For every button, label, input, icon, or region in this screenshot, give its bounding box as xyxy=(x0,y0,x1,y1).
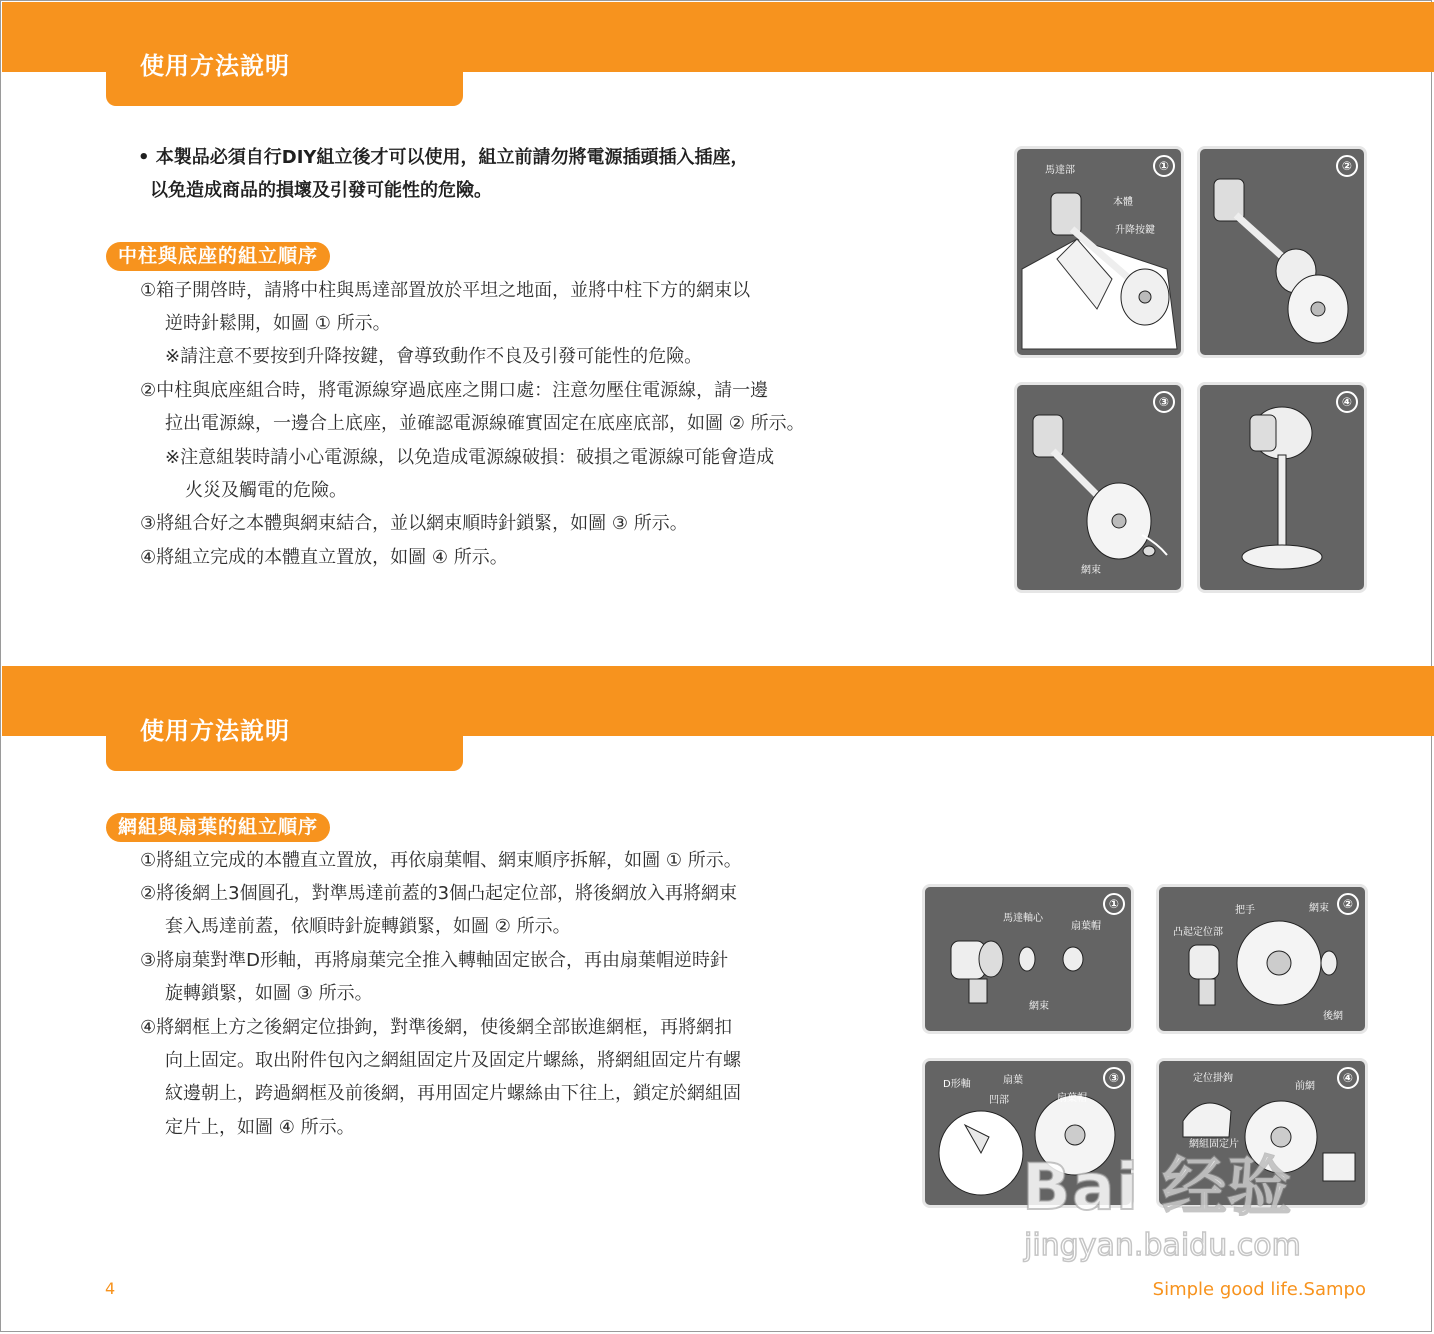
figure-number: ④ xyxy=(1337,1067,1359,1089)
figure-number: ① xyxy=(1103,893,1125,915)
step-line: 套入馬達前蓋，依順時針旋轉鎖緊，如圖 ② 所示。 xyxy=(165,916,571,937)
callout-label: 本體 xyxy=(1113,197,1133,208)
callout-label: 扇葉帽 xyxy=(1057,1093,1087,1104)
step-line: ①箱子開啓時，請將中柱與馬達部置放於平坦之地面，並將中柱下方的網束以 xyxy=(140,280,751,301)
figure-1-bottom xyxy=(922,884,1134,1034)
callout-label: 網束 xyxy=(1309,903,1329,914)
watermark-brand: Bai 经验 xyxy=(1022,1151,1293,1225)
figure-number: ② xyxy=(1337,893,1359,915)
intro-line-1: • 本製品必須自行DIY組立後才可以使用，組立前請勿將電源插頭插入插座， xyxy=(138,147,749,168)
figure-3-top xyxy=(1014,382,1184,593)
figure-2-top xyxy=(1197,146,1367,358)
section-title-top: 使用方法說明 xyxy=(140,52,290,80)
note-line: ※請注意不要按到升降按鍵，會導致動作不良及引發可能性的危險。 xyxy=(165,346,703,367)
callout-label: 網組固定片 xyxy=(1189,1139,1239,1150)
page-number: 4 xyxy=(105,1279,116,1298)
callout-label: 凸起定位部 xyxy=(1173,927,1223,938)
step-line: ②中柱與底座組合時，將電源線穿過底座之開口處：注意勿壓住電源線，請一邊 xyxy=(140,380,769,401)
callout-label: 後網 xyxy=(1323,1011,1343,1022)
watermark-url: jingyan.baidu.com xyxy=(1024,1228,1301,1263)
callout-label: 網束 xyxy=(1081,565,1101,576)
callout-label: 前網 xyxy=(1295,1081,1315,1092)
subsection-pill-top: 中柱與底座的組立順序 xyxy=(106,242,330,271)
callout-label: 網束 xyxy=(1103,321,1123,332)
callout-label: 把手 xyxy=(1235,905,1255,916)
assembled-fan-illustration xyxy=(1200,385,1364,590)
note-line: ※注意組裝時請小心電源線，以免造成電源線破損：破損之電源線可能會造成 xyxy=(165,447,775,468)
step-line: ③將組合好之本體與網束結合，並以網束順時針鎖緊，如圖 ③ 所示。 xyxy=(140,513,688,534)
callout-label: 凹部 xyxy=(989,1095,1009,1106)
callout-label: D形軸 xyxy=(943,1079,971,1090)
fan-pole-illustration xyxy=(1017,149,1181,355)
figure-number: ④ xyxy=(1336,391,1358,413)
callout-label: 網束 xyxy=(1029,1001,1049,1012)
step-line: ②將後網上3個圓孔，對準馬達前蓋的3個凸起定位部，將後網放入再將網束 xyxy=(140,883,738,904)
step-line: 定片上，如圖 ④ 所示。 xyxy=(165,1117,355,1138)
note-line: 火災及觸電的危險。 xyxy=(185,480,347,501)
step-line: ④將網框上方之後網定位掛鉤，對準後網，使後網全部嵌進網框，再將網扣 xyxy=(140,1017,733,1038)
callout-label: 扇葉帽 xyxy=(1071,921,1101,932)
figure-number: ③ xyxy=(1153,391,1175,413)
step-line: 旋轉鎖緊，如圖 ③ 所示。 xyxy=(165,983,373,1004)
figure-4-top xyxy=(1197,382,1367,593)
callout-label: 升降按鍵 xyxy=(1115,225,1155,236)
subsection-pill-bottom: 網組與扇葉的組立順序 xyxy=(106,813,330,842)
section-title-bottom: 使用方法說明 xyxy=(140,717,290,745)
step-line: 紋邊朝上，跨過網框及前後網，再用固定片螺絲由下往上，鎖定於網組固 xyxy=(165,1083,741,1104)
callout-label: 馬達部 xyxy=(1045,165,1075,176)
step-line: ①將組立完成的本體直立置放，再依扇葉帽、網束順序拆解，如圖 ① 所示。 xyxy=(140,850,742,871)
figure-number: ② xyxy=(1336,155,1358,177)
figure-number: ① xyxy=(1153,155,1175,177)
step-line: 向上固定。取出附件包內之網組固定片及固定片螺絲，將網組固定片有螺 xyxy=(165,1050,741,1071)
step-line: ④將組立完成的本體直立置放，如圖 ④ 所示。 xyxy=(140,547,508,568)
step-line: 拉出電源線，一邊合上底座，並確認電源線確實固定在底座底部，如圖 ② 所示。 xyxy=(165,413,805,434)
callout-label: 扇葉 xyxy=(1003,1075,1023,1086)
brand-tagline: Simple good life.Sampo xyxy=(1152,1279,1366,1300)
callout-label: 定位掛鉤 xyxy=(1193,1073,1233,1084)
figure-2-bottom xyxy=(1156,884,1368,1034)
step-line: 逆時針鬆開，如圖 ① 所示。 xyxy=(165,313,391,334)
intro-line-2: 以免造成商品的損壞及引發可能性的危險。 xyxy=(150,180,492,201)
fan-pole-illustration xyxy=(1017,385,1181,590)
fan-pole-illustration xyxy=(1200,149,1364,355)
baidu-watermark xyxy=(1022,1128,1372,1278)
step-line: ③將扇葉對準D形軸，再將扇葉完全推入轉軸固定嵌合，再由扇葉帽逆時針 xyxy=(140,950,728,971)
figure-number: ③ xyxy=(1103,1067,1125,1089)
figure-1-top xyxy=(1014,146,1184,358)
callout-label: 馬達軸心 xyxy=(1003,913,1043,924)
